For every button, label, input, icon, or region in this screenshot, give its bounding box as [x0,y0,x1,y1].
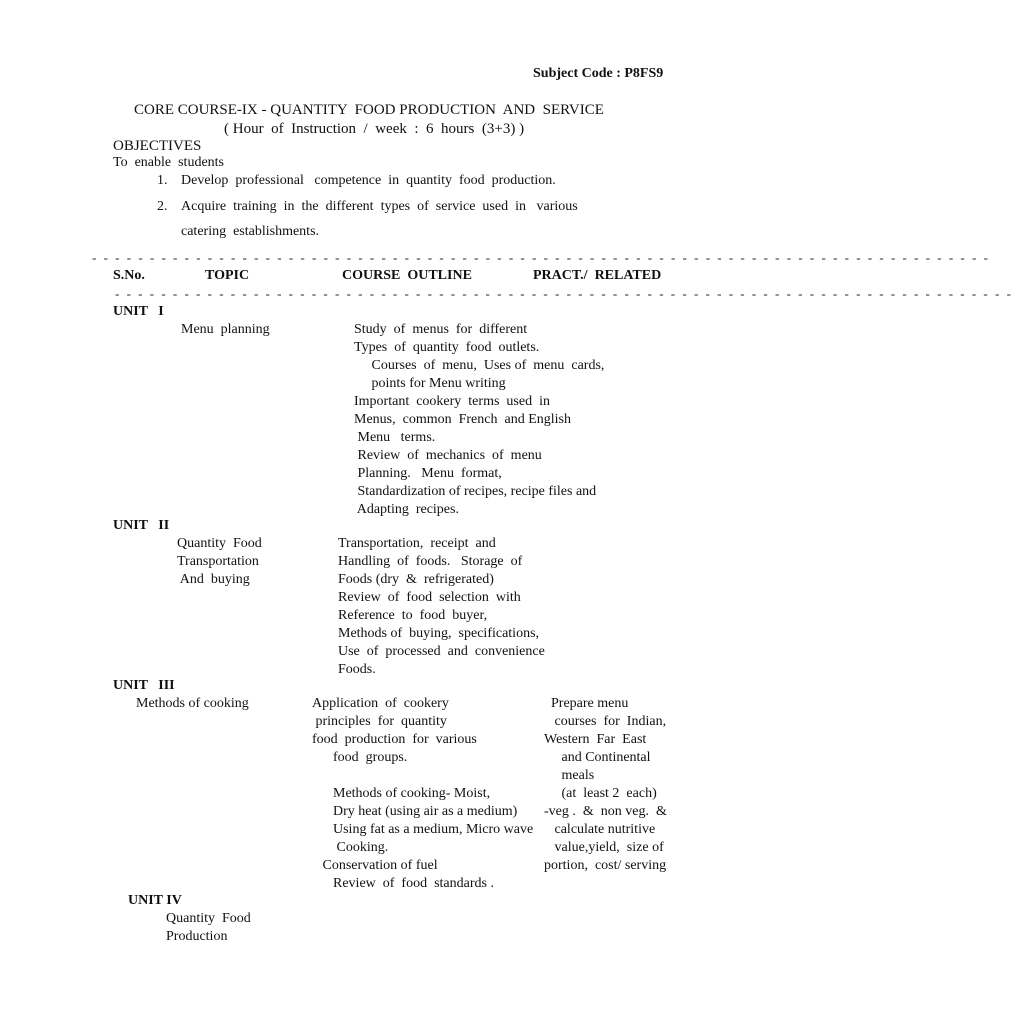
outline-line: Transportation, receipt and [338,536,496,551]
course-title: CORE COURSE-IX - QUANTITY FOOD PRODUCTION AND SERVICE [134,102,604,118]
outline-line: Handling of foods. Storage of [338,554,523,569]
topic-line: Transportation [177,554,259,569]
objective-number-2: 2. [157,199,168,214]
separator-header: - - - - - - - - - - - - - - - - - - - - - - - - - - - - - - - - - - - - - - - - - - - - - - - - - - - - - - - - - - - - - - - - - - - - - - - - - - - - - - [115,286,1013,301]
pract-line: (at least 2 each) [544,786,657,801]
pract-line: -veg . & non veg. & [544,804,667,819]
outline-line: food groups. [312,750,408,765]
unit-1-outline [354,321,604,519]
pract-line: portion, cost/ serving [544,858,667,873]
unit-3-topic: Methods of cooking [136,696,249,711]
pract-line: Prepare menu [544,696,629,711]
outline-line: Use of processed and convenience [338,644,545,659]
outline-line: Important cookery terms used in [354,394,550,409]
pract-line: meals [544,768,595,783]
pract-line: and Continental [544,750,651,765]
outline-line: Foods (dry & refrigerated) [338,572,494,587]
outline-line: Courses of menu, Uses of menu cards, [354,358,605,373]
unit-1-topic: Menu planning [181,322,270,337]
outline-line: Dry heat (using air as a medium) [312,804,518,819]
separator-top: - - - - - - - - - - - - - - - - - - - - - - - - - - - - - - - - - - - - - - - - - - - - - - - - - - - - - - - - - - - - - - - - - - - - - - - - - - - - - - [92,250,990,265]
unit-3-label: UNIT III [113,678,175,693]
column-header-topic: TOPIC [205,268,250,283]
column-header-sno: S.No. [113,268,145,283]
outline-line: Cooking. [312,840,389,855]
outline-line: Review of mechanics of menu [354,448,542,463]
outline-line: food production for various [312,732,477,747]
pract-line: value,yield, size of [544,840,664,855]
outline-line: Methods of buying, specifications, [338,626,540,641]
unit-4-topic [166,910,251,946]
outline-line: Methods of cooking- Moist, [312,786,491,801]
unit-2-topic [177,535,262,589]
topic-line: Production [166,929,228,944]
outline-line: Planning. Menu format, [354,466,502,481]
subject-code: Subject Code : P8FS9 [533,66,664,81]
unit-4-label: UNIT IV [128,893,182,908]
topic-line: Quantity Food [177,536,262,551]
unit-3-outline [312,695,533,893]
outline-line: Reference to food buyer, [338,608,488,623]
unit-3-pract [544,695,667,875]
outline-line: Review of food selection with [338,590,521,605]
outline-line: principles for quantity [312,714,447,729]
pract-line: calculate nutritive [544,822,656,837]
topic-line: And buying [177,572,250,587]
outline-line: Standardization of recipes, recipe files and [354,484,597,499]
outline-line: Review of food standards . [312,876,494,891]
outline-line: Conservation of fuel [312,858,438,873]
unit-2-outline [338,535,545,679]
outline-line: Types of quantity food outlets. [354,340,540,355]
outline-line: Menus, common French and English [354,412,571,427]
outline-line [312,767,533,785]
pract-line: courses for Indian, [544,714,667,729]
topic-line: Quantity Food [166,911,251,926]
objectives-intro: To enable students [113,155,224,170]
outline-line: Study of menus for different [354,322,528,337]
objective-text-1: Develop professional competence in quantity food production. [181,173,556,188]
objective-text-2-continued: catering establishments. [181,224,320,239]
pract-line: Western Far East [544,732,647,747]
objectives-heading: OBJECTIVES [113,138,202,154]
outline-line: points for Menu writing [354,376,506,391]
unit-1-label: UNIT I [113,304,164,319]
outline-line: Menu terms. [354,430,436,445]
unit-2-label: UNIT II [113,518,170,533]
column-header-pract-related: PRACT./ RELATED [533,268,662,283]
outline-line: Adapting recipes. [354,502,459,517]
column-header-course-outline: COURSE OUTLINE [342,268,472,283]
outline-line: Foods. [338,662,376,677]
objective-number-1: 1. [157,173,168,188]
objective-text-2: Acquire training in the different types of service used in various [181,199,578,214]
outline-line: Using fat as a medium, Micro wave [312,822,534,837]
outline-line: Application of cookery [312,696,449,711]
hours-of-instruction: ( Hour of Instruction / week : 6 hours (3+3) ) [224,121,525,137]
